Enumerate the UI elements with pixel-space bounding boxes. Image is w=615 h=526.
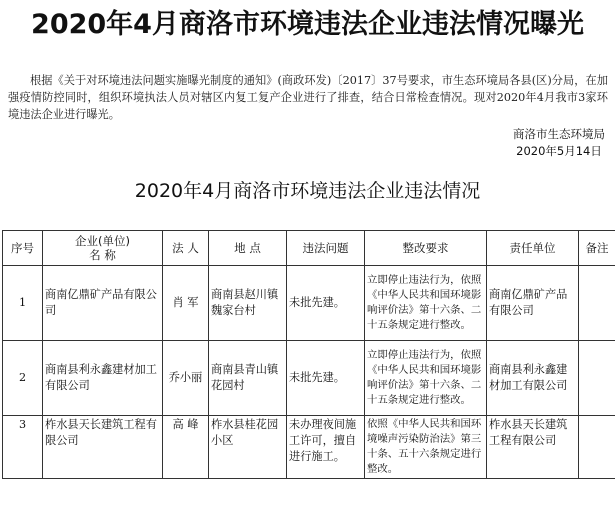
header-location: 地 点	[209, 231, 287, 266]
cell-location: 商南县赵川镇魏家台村	[209, 266, 287, 341]
cell-remark	[579, 266, 615, 341]
cell-legal: 乔小丽	[163, 341, 209, 416]
table-header-row	[3, 231, 615, 266]
intro-paragraph: 根据《关于对环境违法问题实施曝光制度的通知》(商政环发)〔2017〕37号要求，市生态环境局各县(区)分局，在加强疫情防控同时，组织环境执法人员对辖区内复工复产企业进行了排查，结合日常检查情况。现对2020年4月我市3家环境违法企业进行曝光。	[8, 74, 608, 121]
header-unit: 责任单位	[487, 231, 579, 266]
header-remark: 备注	[579, 231, 615, 266]
header-seq: 序号	[3, 231, 43, 266]
cell-location: 柞水县桂花园小区	[209, 416, 287, 479]
header-legal: 法 人	[163, 231, 209, 266]
cell-violation: 未办理夜间施工许可，擅自进行施工。	[287, 416, 365, 479]
signature-block	[513, 126, 605, 160]
cell-requirement: 立即停止违法行为，依照《中华人民共和国环境影响评价法》第十六条、二十五条规定进行整改。	[365, 266, 487, 341]
table-title: 2020年4月商洛市环境违法企业违法情况	[134, 180, 481, 202]
cell-company: 柞水县天长建筑工程有限公司	[43, 416, 163, 479]
table-row	[3, 266, 615, 341]
cell-seq: 3	[3, 416, 43, 479]
cell-requirement: 依照《中华人民共和国环境噪声污染防治法》第三十条、五十六条规定进行整改。	[365, 416, 487, 479]
cell-unit: 商南亿鼎矿产品有限公司	[487, 266, 579, 341]
cell-seq: 2	[3, 341, 43, 416]
issue-date: 2020年5月14日	[516, 144, 602, 158]
cell-location: 商南县青山镇花园村	[209, 341, 287, 416]
header-requirement: 整改要求	[365, 231, 487, 266]
cell-violation: 未批先建。	[287, 341, 365, 416]
cell-unit: 商南县利永鑫建材加工有限公司	[487, 341, 579, 416]
cell-remark	[579, 341, 615, 416]
cell-violation: 未批先建。	[287, 266, 365, 341]
cell-legal: 高 峰	[163, 416, 209, 479]
cell-company: 商南亿鼎矿产品有限公司	[43, 266, 163, 341]
violations-table	[2, 230, 615, 479]
cell-unit: 柞水县天长建筑工程有限公司	[487, 416, 579, 479]
cell-legal: 肖 军	[163, 266, 209, 341]
header-company: 企业(单位) 名 称	[43, 231, 163, 266]
issuing-organization: 商洛市生态环境局	[513, 127, 605, 141]
table-row	[3, 416, 615, 479]
cell-company: 商南县利永鑫建材加工有限公司	[43, 341, 163, 416]
cell-requirement: 立即停止违法行为，依照《中华人民共和国环境影响评价法》第十六条、二十五条规定进行整改。	[365, 341, 487, 416]
cell-seq: 1	[3, 266, 43, 341]
table-row	[3, 341, 615, 416]
header-violation: 违法问题	[287, 231, 365, 266]
cell-remark	[579, 416, 615, 479]
page-headline: 2020年4月商洛市环境违法企业违法情况曝光	[31, 9, 584, 40]
